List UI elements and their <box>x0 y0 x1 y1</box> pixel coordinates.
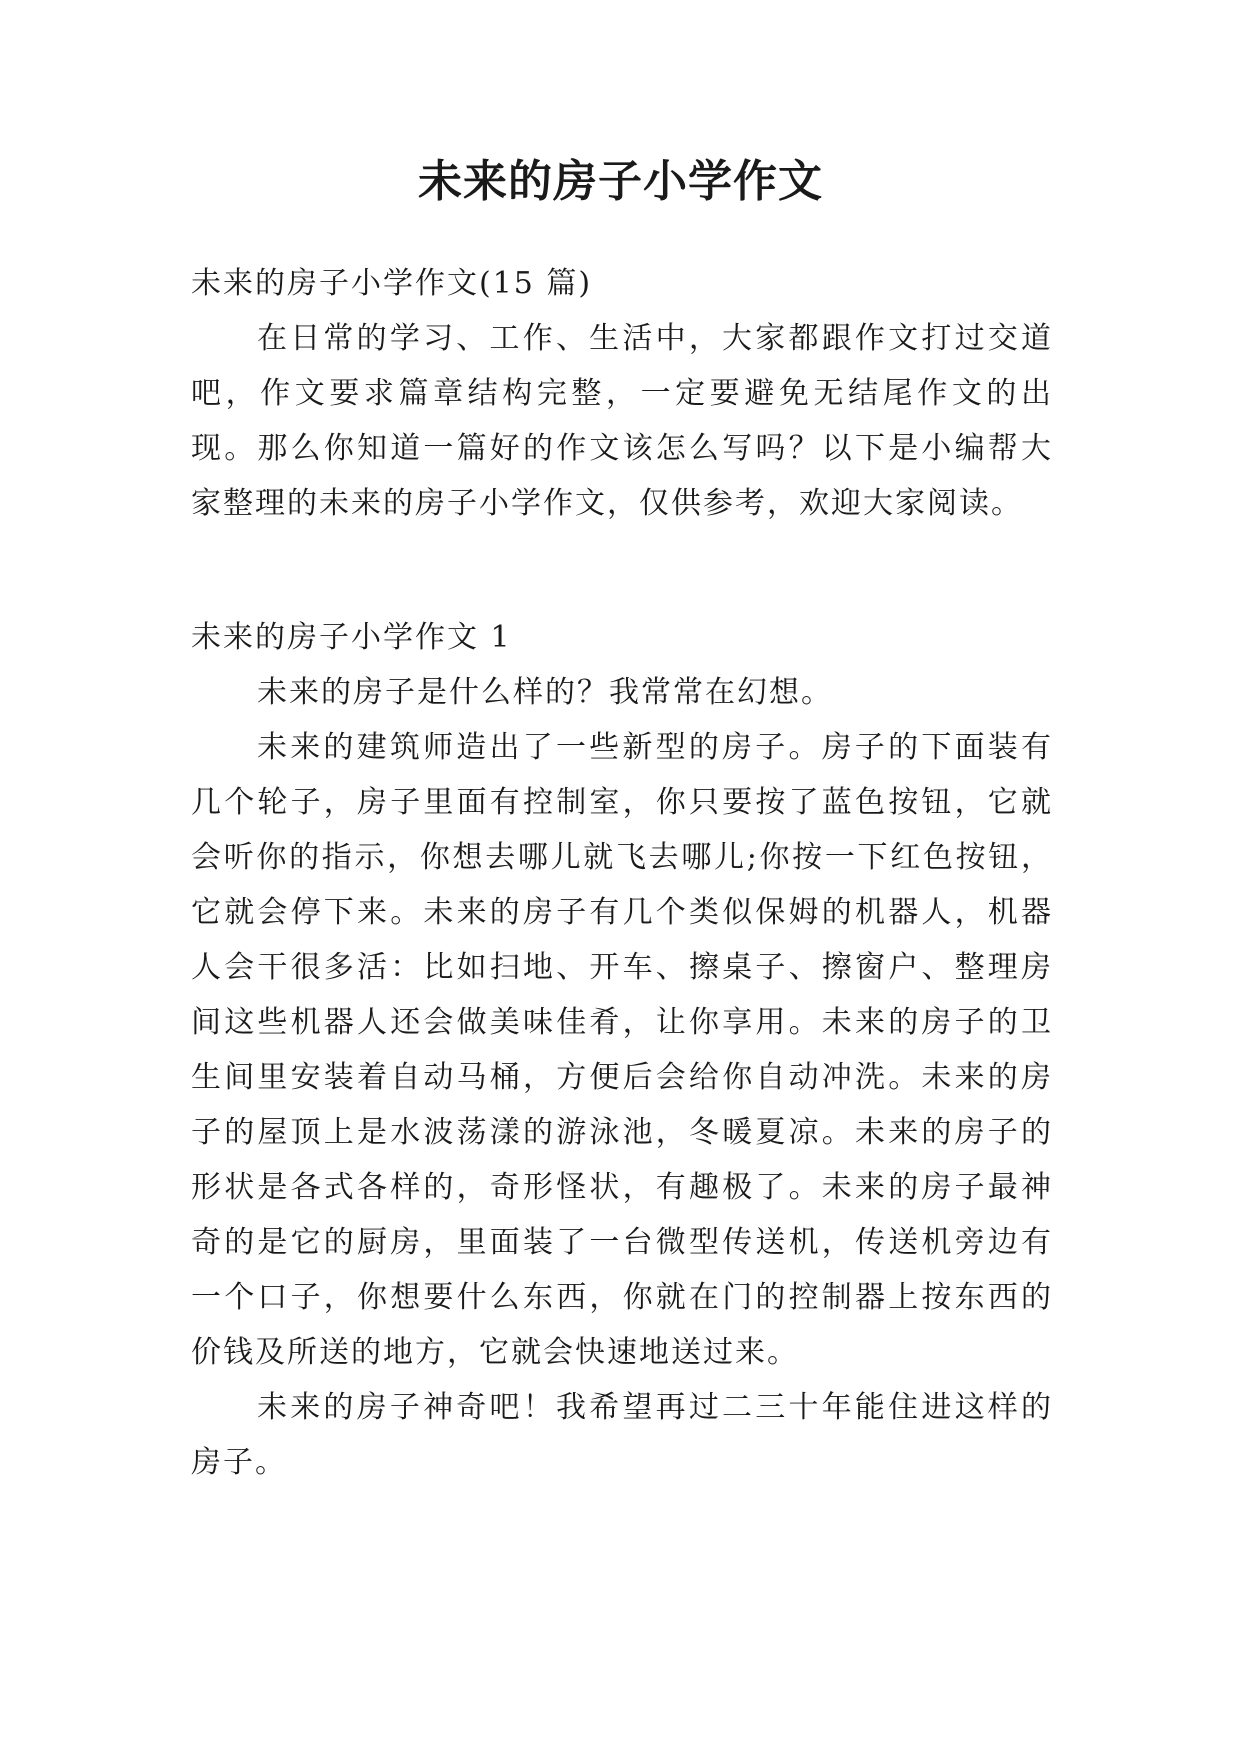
section-spacer <box>191 531 1053 610</box>
document-body <box>191 256 1053 1490</box>
document-title: 未来的房子小学作文 <box>418 156 823 207</box>
essay-paragraph: 未来的房子神奇吧！我希望再过二三十年能住进这样的房子。 <box>191 1390 1053 1480</box>
essay-paragraph: 未来的房子是什么样的？我常常在幻想。 <box>257 675 833 710</box>
essay-paragraph: 未来的建筑师造出了一些新型的房子。房子的下面装有几个轮子，房子里面有控制室，你只要按了蓝色按钮，它就会听你的指示，你想去哪儿就飞去哪儿;你按一下红色按钮，它就会停下来。未来的房子有几个类似保姆的机器人，机器人会干很多活：比如扫地、开车、擦桌子、擦窗户、整理房间这些机器人还会做美味佳肴，让你享用。未来的房子的卫生间里安装着自动马桶，方便后会给你自动冲洗。未来的房子的屋顶上是水波荡漾的游泳池，冬暖夏凉。未来的房子的形状是各式各样的，奇形怪状，有趣极了。未来的房子最神奇的是它的厨房，里面装了一台微型传送机，传送机旁边有一个口子，你想要什么东西，你就在门的控制器上按东西的价钱及所送的地方，它就会快速地送过来。 <box>191 730 1053 1370</box>
subtitle: 未来的房子小学作文(15 篇) <box>191 266 593 301</box>
section-heading: 未来的房子小学作文 1 <box>191 620 512 655</box>
intro-paragraph: 在日常的学习、工作、生活中，大家都跟作文打过交道吧，作文要求篇章结构完整，一定要避免无结尾作文的出现。那么你知道一篇好的作文该怎么写吗？以下是小编帮大家整理的未来的房子小学作文，仅供参考，欢迎大家阅读。 <box>191 321 1053 521</box>
